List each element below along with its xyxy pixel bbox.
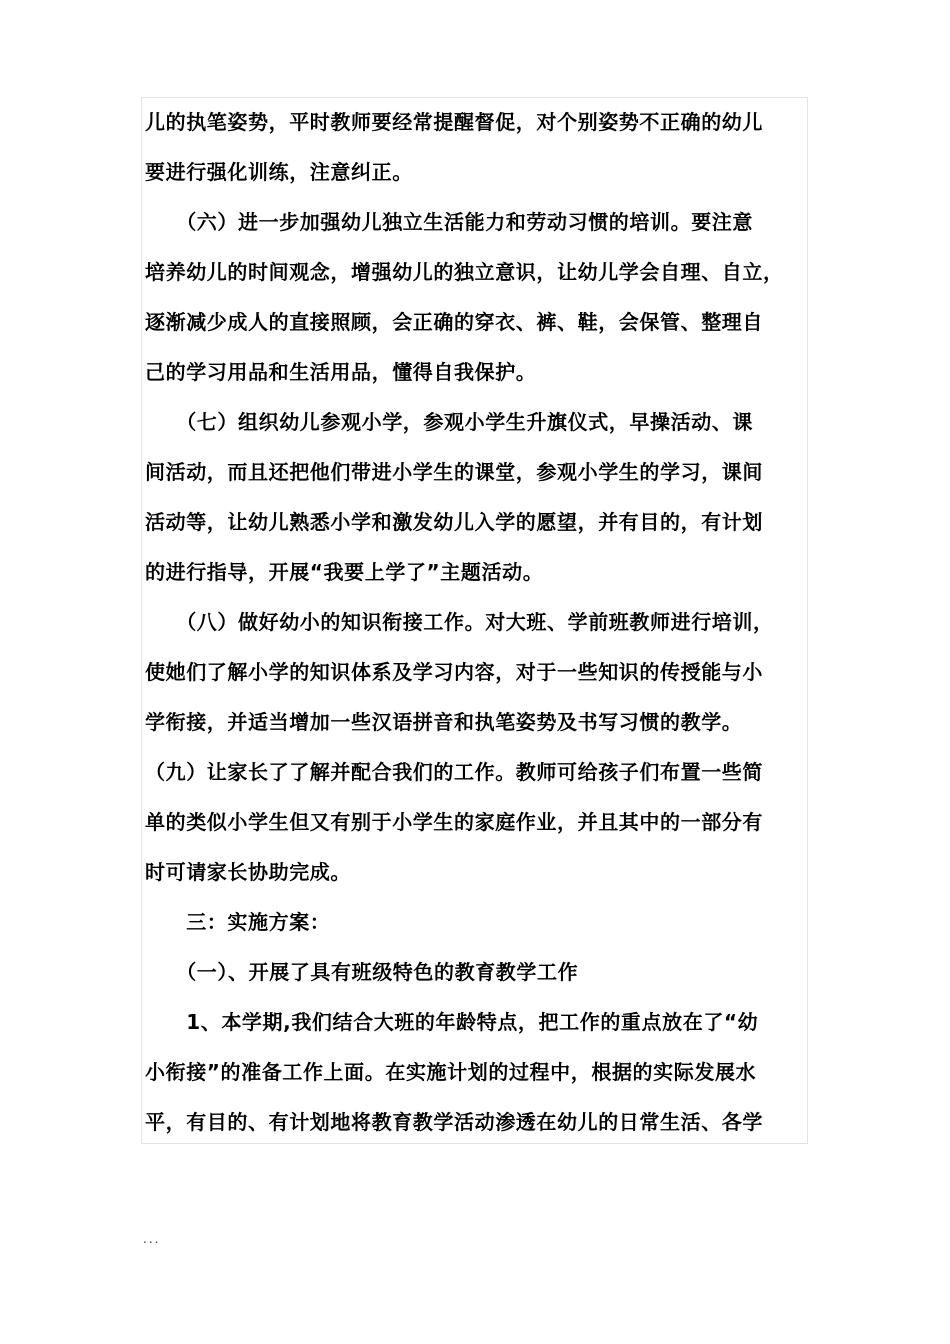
section-heading: 三：实施方案： — [145, 910, 331, 934]
text-line: 平，有目的、有计划地将教育教学活动渗透在幼儿的日常生活、各学 — [145, 1110, 763, 1134]
page-footer-ellipsis: ... — [143, 1232, 161, 1246]
text-line: 己的学习用品和生活用品，懂得自我保护。 — [145, 360, 537, 384]
subsection-heading: （一）、开展了具有班级特色的教育教学工作 — [145, 960, 579, 984]
text-line: 学衔接，并适当增加一些汉语拼音和执笔姿势及书写习惯的教学。 — [145, 710, 743, 734]
text-line: （七）组织幼儿参观小学，参观小学生升旗仪式，早操活动、课 — [145, 410, 753, 434]
text-line: （九）让家长了了解并配合我们的工作。教师可给孩子们布置一些简 — [145, 760, 763, 784]
document-body — [145, 97, 817, 1147]
text-line: 的进行指导，开展“我要上学了”主题活动。 — [145, 560, 544, 584]
text-line: 时可请家长协助完成。 — [145, 860, 351, 884]
text-line: 逐渐减少成人的直接照顾，会正确的穿衣、裤、鞋，会保管、整理自 — [145, 310, 763, 334]
text-line: （六）进一步加强幼儿独立生活能力和劳动习惯的培训。要注意 — [145, 210, 753, 234]
text-line: 活动等，让幼儿熟悉小学和激发幼儿入学的愿望，并有目的，有计划 — [145, 510, 763, 534]
text-line: （八）做好幼小的知识衔接工作。对大班、学前班教师进行培训， — [145, 610, 774, 634]
text-line: 使她们了解小学的知识体系及学习内容，对于一些知识的传授能与小 — [145, 660, 763, 684]
text-line: 1、本学期,我们结合大班的年龄特点，把工作的重点放在了“幼 — [145, 1010, 759, 1034]
text-line: 要进行强化训练，注意纠正。 — [145, 160, 413, 184]
text-line: 培养幼儿的时间观念，增强幼儿的独立意识，让幼儿学会自理、自立， — [145, 260, 784, 284]
text-line: 儿的执笔姿势，平时教师要经常提醒督促，对个别姿势不正确的幼儿 — [145, 110, 763, 134]
text-line: 小衔接”的准备工作上面。在实施计划的过程中，根据的实际发展水 — [145, 1060, 757, 1084]
text-line: 单的类似小学生但又有别于小学生的家庭作业，并且其中的一部分有 — [145, 810, 763, 834]
text-line: 间活动，而且还把他们带进小学生的课堂，参观小学生的学习，课间 — [145, 460, 763, 484]
